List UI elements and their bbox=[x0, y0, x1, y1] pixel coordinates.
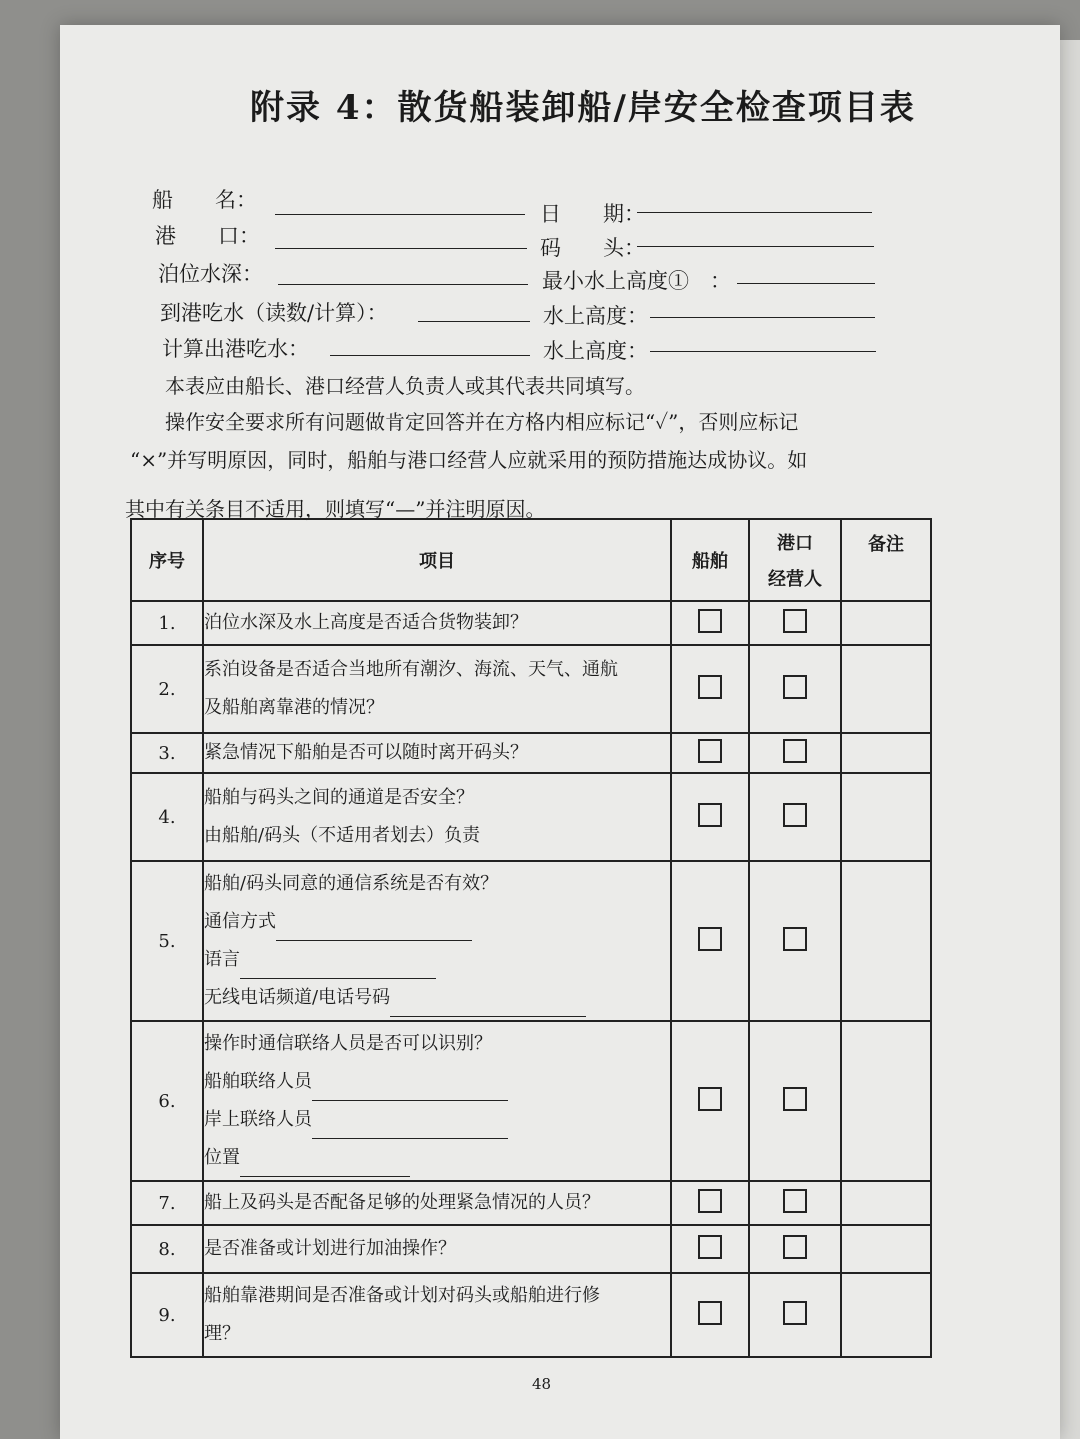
ship-checkbox-cell bbox=[671, 1273, 749, 1357]
ship-checkbox[interactable] bbox=[698, 803, 722, 827]
row-item bbox=[203, 773, 671, 861]
header-port-operator bbox=[749, 519, 841, 601]
air-draft-2-label: 水上高度： bbox=[543, 339, 648, 363]
item-line: 紧急情况下船舶是否可以随时离开码头？ bbox=[204, 742, 528, 763]
table-header-row bbox=[131, 519, 931, 601]
ship-checkbox-cell bbox=[671, 645, 749, 733]
table-row bbox=[131, 1225, 931, 1273]
port-operator-checkbox[interactable] bbox=[783, 927, 807, 951]
arrival-draft-label: 到港吃水（读数/计算）： bbox=[160, 301, 388, 325]
ship-checkbox-cell bbox=[671, 1181, 749, 1225]
port-operator-checkbox[interactable] bbox=[783, 675, 807, 699]
berth-depth-line[interactable] bbox=[278, 284, 528, 285]
port-line[interactable] bbox=[275, 248, 527, 249]
instruction-line-1: 本表应由船长、港口经营人负责人或其代表共同填写。 bbox=[165, 374, 645, 398]
ship-checkbox-cell bbox=[671, 1021, 749, 1181]
terminal-line[interactable] bbox=[637, 246, 874, 247]
table-row bbox=[131, 861, 931, 1021]
table-row bbox=[131, 601, 931, 645]
page-number: 48 bbox=[532, 1375, 552, 1393]
departure-draft-line[interactable] bbox=[330, 355, 530, 356]
port-operator-checkbox[interactable] bbox=[783, 1235, 807, 1259]
terminal-label: 码 头： bbox=[540, 236, 645, 260]
row-item bbox=[203, 645, 671, 733]
item-line: 船舶/码头同意的通信系统是否有效？ bbox=[204, 873, 499, 894]
item-line: 语言 bbox=[204, 949, 240, 970]
port-operator-checkbox[interactable] bbox=[783, 739, 807, 763]
checklist-table bbox=[130, 518, 932, 1358]
port-operator-checkbox[interactable] bbox=[783, 1301, 807, 1325]
port-checkbox-cell bbox=[749, 1021, 841, 1181]
table-row bbox=[131, 1273, 931, 1357]
item-line: 船上及码头是否配备足够的处理紧急情况的人员？ bbox=[204, 1192, 600, 1213]
ship-checkbox[interactable] bbox=[698, 1301, 722, 1325]
row-number: 3. bbox=[131, 733, 203, 773]
port-checkbox-cell bbox=[749, 645, 841, 733]
row-item bbox=[203, 1181, 671, 1225]
remark-cell[interactable] bbox=[841, 1181, 931, 1225]
remark-cell[interactable] bbox=[841, 733, 931, 773]
row-number: 7. bbox=[131, 1181, 203, 1225]
ship-checkbox-cell bbox=[671, 773, 749, 861]
item-line: 泊位水深及水上高度是否适合货物装卸？ bbox=[204, 612, 528, 633]
location-blank[interactable] bbox=[240, 1154, 410, 1177]
table-row bbox=[131, 645, 931, 733]
remark-cell[interactable] bbox=[841, 645, 931, 733]
port-operator-checkbox[interactable] bbox=[783, 609, 807, 633]
row-item bbox=[203, 1225, 671, 1273]
row-item bbox=[203, 733, 671, 773]
item-line: 是否准备或计划进行加油操作？ bbox=[204, 1238, 456, 1259]
item-line: 由船舶/码头（不适用者划去）负责 bbox=[204, 825, 481, 846]
item-line: 系泊设备是否适合当地所有潮汐、海流、天气、通航 bbox=[204, 659, 618, 680]
arrival-draft-line[interactable] bbox=[418, 321, 530, 322]
row-item bbox=[203, 601, 671, 645]
item-line: 操作时通信联络人员是否可以识别？ bbox=[204, 1033, 492, 1054]
port-checkbox-cell bbox=[749, 601, 841, 645]
table-row bbox=[131, 1021, 931, 1181]
header-ship: 船舶 bbox=[671, 519, 749, 601]
port-checkbox-cell bbox=[749, 1225, 841, 1273]
remark-cell[interactable] bbox=[841, 601, 931, 645]
port-operator-checkbox[interactable] bbox=[783, 1087, 807, 1111]
ship-checkbox[interactable] bbox=[698, 739, 722, 763]
radio-channel-blank[interactable] bbox=[390, 994, 586, 1017]
page-title: 附录 4：散货船装卸船/岸安全检查项目表 bbox=[250, 88, 916, 128]
ship-checkbox-cell bbox=[671, 733, 749, 773]
row-number: 4. bbox=[131, 773, 203, 861]
instruction-line-3: “×”并写明原因，同时，船舶与港口经营人应就采用的预防措施达成协议。如 bbox=[130, 448, 808, 472]
min-air-draft-label: 最小水上高度① ： bbox=[542, 269, 731, 293]
remark-cell[interactable] bbox=[841, 773, 931, 861]
row-number: 9. bbox=[131, 1273, 203, 1357]
air-draft-2-line[interactable] bbox=[650, 351, 876, 352]
item-line-with-blank bbox=[204, 1101, 670, 1139]
item-line-with-blank bbox=[204, 1063, 670, 1101]
item-line: 船舶与码头之间的通道是否安全？ bbox=[204, 787, 474, 808]
port-checkbox-cell bbox=[749, 773, 841, 861]
ship-contact-blank[interactable] bbox=[312, 1078, 508, 1101]
instruction-line-4: 其中有关条目不适用，则填写“—”并注明原因。 bbox=[125, 497, 546, 521]
ship-name-line[interactable] bbox=[275, 214, 525, 215]
item-line: 岸上联络人员 bbox=[204, 1109, 312, 1130]
ship-checkbox[interactable] bbox=[698, 675, 722, 699]
port-checkbox-cell bbox=[749, 733, 841, 773]
remark-cell[interactable] bbox=[841, 1273, 931, 1357]
port-checkbox-cell bbox=[749, 1273, 841, 1357]
ship-checkbox-cell bbox=[671, 861, 749, 1021]
header-item: 项目 bbox=[203, 519, 671, 601]
header-port-operator-line-2: 经营人 bbox=[768, 569, 822, 590]
ship-checkbox[interactable] bbox=[698, 1087, 722, 1111]
instruction-line-2: 操作安全要求所有问题做肯定回答并在方格内相应标记“✓”，否则应标记 bbox=[165, 410, 799, 434]
remark-cell[interactable] bbox=[841, 1225, 931, 1273]
ship-name-label: 船 名： bbox=[152, 188, 257, 212]
row-number: 8. bbox=[131, 1225, 203, 1273]
item-line: 船舶靠港期间是否准备或计划对码头或船舶进行修 bbox=[204, 1285, 600, 1306]
row-number: 5. bbox=[131, 861, 203, 1021]
item-line: 无线电话频道/电话号码 bbox=[204, 987, 391, 1008]
language-blank[interactable] bbox=[240, 956, 436, 979]
item-line-with-blank bbox=[204, 979, 670, 1017]
item-line: 理？ bbox=[204, 1323, 240, 1344]
date-label: 日 期： bbox=[540, 202, 645, 226]
ship-checkbox[interactable] bbox=[698, 927, 722, 951]
remark-cell[interactable] bbox=[841, 1021, 931, 1181]
ship-checkbox[interactable] bbox=[698, 1189, 722, 1213]
item-line: 通信方式 bbox=[204, 911, 276, 932]
table-row bbox=[131, 733, 931, 773]
berth-depth-label: 泊位水深： bbox=[158, 262, 263, 286]
item-line: 船舶联络人员 bbox=[204, 1071, 312, 1092]
item-line-with-blank bbox=[204, 1139, 670, 1177]
row-item bbox=[203, 1021, 671, 1181]
ship-checkbox[interactable] bbox=[698, 1235, 722, 1259]
ship-checkbox-cell bbox=[671, 601, 749, 645]
shore-contact-blank[interactable] bbox=[312, 1116, 508, 1139]
air-draft-1-line[interactable] bbox=[650, 317, 875, 318]
port-checkbox-cell bbox=[749, 1181, 841, 1225]
port-operator-checkbox[interactable] bbox=[783, 1189, 807, 1213]
row-item bbox=[203, 1273, 671, 1357]
item-line-with-blank bbox=[204, 903, 670, 941]
port-checkbox-cell bbox=[749, 861, 841, 1021]
ship-checkbox-cell bbox=[671, 1225, 749, 1273]
air-draft-1-label: 水上高度： bbox=[543, 304, 648, 328]
row-number: 2. bbox=[131, 645, 203, 733]
row-item bbox=[203, 861, 671, 1021]
port-operator-checkbox[interactable] bbox=[783, 803, 807, 827]
header-remark: 备注 bbox=[841, 519, 931, 601]
row-number: 6. bbox=[131, 1021, 203, 1181]
header-no: 序号 bbox=[131, 519, 203, 601]
row-number: 1. bbox=[131, 601, 203, 645]
communication-method-blank[interactable] bbox=[276, 918, 472, 941]
table-row bbox=[131, 1181, 931, 1225]
port-label: 港 口： bbox=[155, 224, 260, 248]
ship-checkbox[interactable] bbox=[698, 609, 722, 633]
table-row bbox=[131, 773, 931, 861]
header-port-operator-line-1: 港口 bbox=[777, 533, 813, 554]
item-line: 及船舶离靠港的情况？ bbox=[204, 697, 384, 718]
item-line-with-blank bbox=[204, 941, 670, 979]
remark-cell[interactable] bbox=[841, 861, 931, 1021]
min-air-draft-line[interactable] bbox=[737, 283, 875, 284]
departure-draft-label: 计算出港吃水： bbox=[162, 337, 309, 361]
item-line: 位置 bbox=[204, 1147, 240, 1168]
date-line[interactable] bbox=[637, 212, 872, 213]
